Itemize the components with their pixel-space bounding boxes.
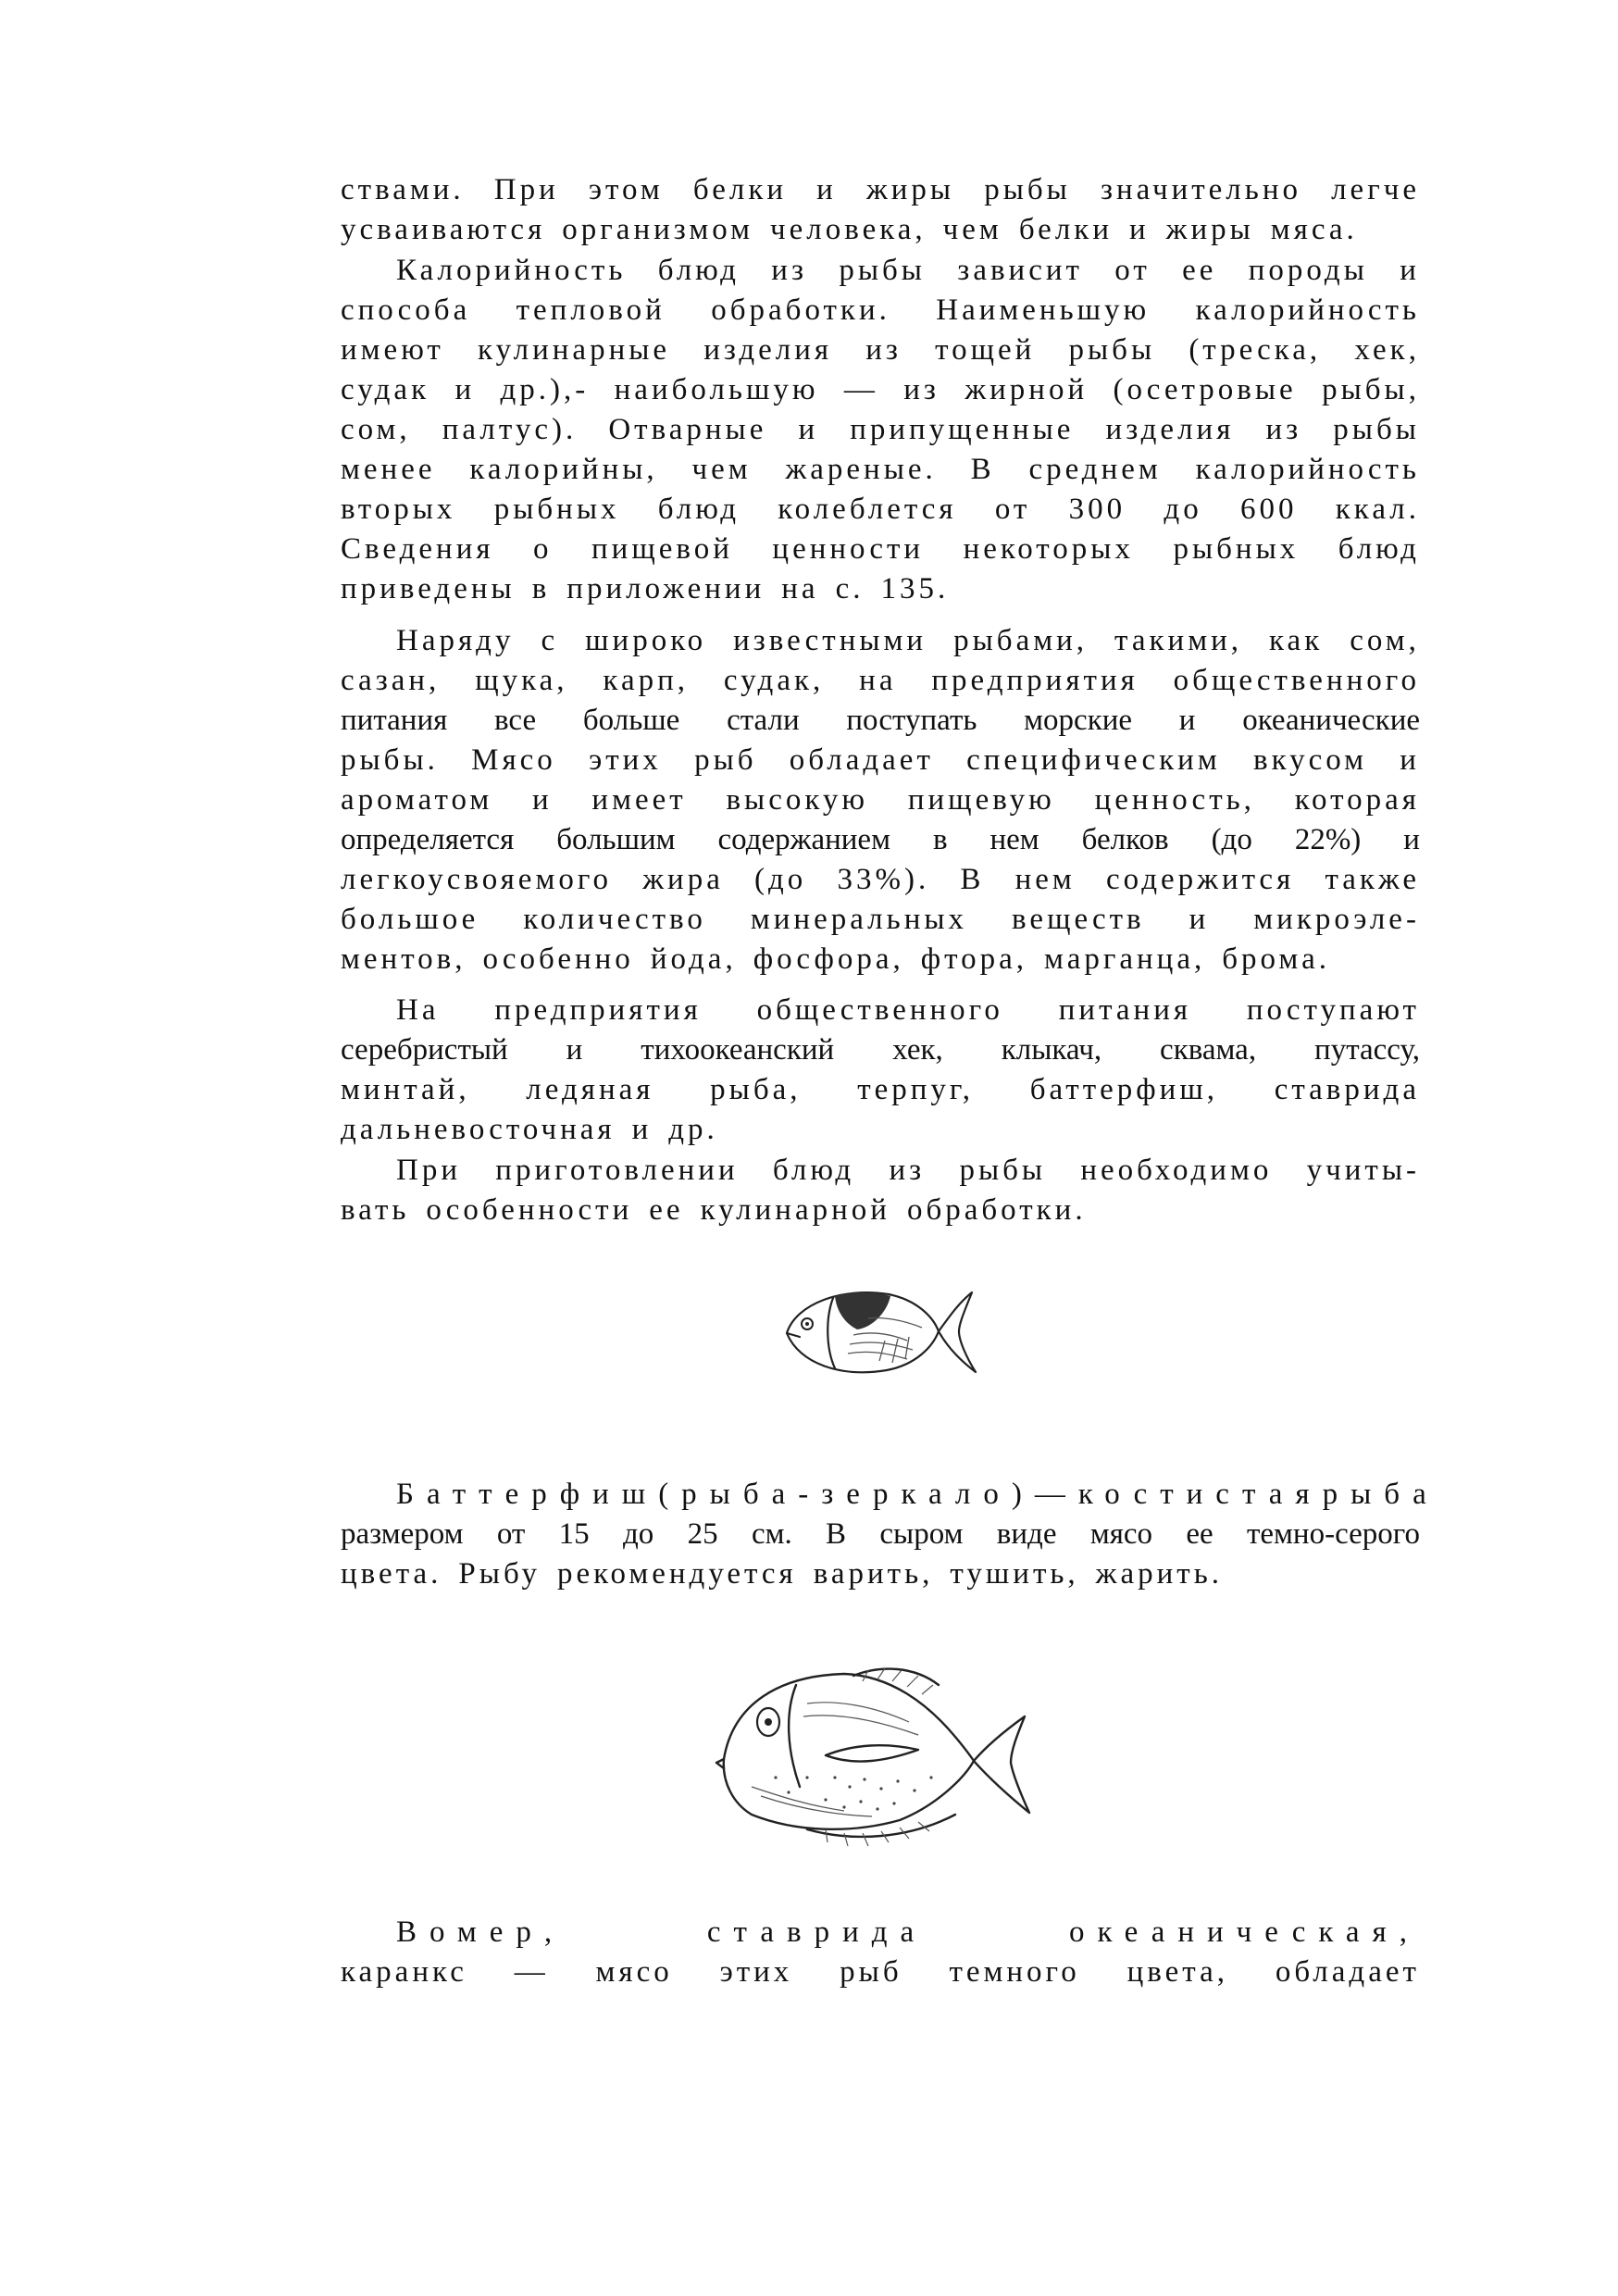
text-line [341,1475,1439,1515]
word: блюд [657,254,740,287]
word: белки [1018,213,1113,246]
word: рыба, [710,1073,802,1106]
word: рыбы [1068,333,1156,367]
word: Рыбу [458,1557,541,1591]
word: кулинарной [700,1193,890,1227]
word: жарить. [1095,1557,1224,1591]
word: палтус). [442,413,578,446]
word: судак, [723,664,825,697]
word: чем [691,453,752,486]
word: в [932,823,948,856]
word: особенно [482,942,634,976]
word: мясо [1089,1517,1153,1551]
text-line [341,860,1420,900]
word: с. [835,572,865,605]
word: морские [1024,704,1133,737]
word: карп, [603,664,690,697]
word: др. [668,1113,718,1146]
word: рыбы [959,1154,1047,1187]
word: специфическим [966,743,1221,777]
word: ставрида [1274,1073,1420,1106]
word: от [1114,254,1151,287]
text-line [341,621,1420,661]
word: количество [523,903,706,936]
word: большим [556,823,676,856]
word: (до [754,863,807,896]
word: пищевую [907,783,1055,817]
word: сазан, [341,664,441,697]
text-line [341,1953,1420,1992]
word: особенности [426,1193,633,1227]
word: 22%) [1294,823,1362,856]
vomer-gill [789,1685,800,1787]
word: которая [1294,783,1420,817]
paragraph-supplied-fish [341,991,1420,1150]
word: приготовлении [495,1154,739,1187]
word: (рыба-зеркало) [658,1478,1035,1511]
word: среднем [1028,453,1162,486]
word: и [1400,254,1420,287]
word: 600 [1239,493,1298,526]
word: ставрида [706,1915,927,1949]
word: поступать [846,704,977,737]
word: баттерфиш, [1029,1073,1218,1106]
word: и [1178,704,1196,737]
word: цвета. [341,1557,442,1591]
word: легкоусвояемого [341,863,613,896]
fish-dark-band [835,1292,890,1329]
word: терпуг, [857,1073,974,1106]
word: сом, [1350,624,1420,657]
word: чем [942,213,1002,246]
word: хек, [1354,333,1420,367]
word: рыбы [1333,413,1420,446]
word: цвета, [1126,1955,1229,1989]
word: до [1164,493,1202,526]
word: этих [589,743,662,777]
word: фтора, [920,942,1028,976]
word: и [454,373,476,406]
word: фосфора, [753,942,904,976]
word: др.),- [500,373,590,406]
word: йода, [650,942,737,976]
word: обладает [1275,1955,1420,1989]
word: клыкач, [1001,1033,1102,1067]
word: предприятия [931,664,1139,697]
word: ледяная [526,1073,654,1106]
text-line [341,410,1420,450]
text-line [341,251,1420,291]
word: брома. [1222,942,1330,976]
word: серебристый [341,1033,508,1067]
word: из [865,333,902,367]
word: ее [1186,1517,1214,1551]
word: ее [1182,254,1217,287]
word: минеральных [750,903,968,936]
word: от [994,493,1031,526]
text-line [341,1151,1420,1191]
word: рыб [840,1955,902,1989]
word: и [566,1033,583,1067]
word: 135. [880,572,950,605]
word: человека, [769,213,927,246]
word: жира [642,863,724,896]
word: большое [341,903,479,936]
text-line [341,661,1420,701]
word: (до [1211,823,1252,856]
word: высокую [726,783,869,817]
word: белки [692,173,788,206]
word: из [903,373,940,406]
word: и [1128,213,1150,246]
word: 300 [1068,493,1126,526]
text-line [341,170,1420,210]
text-line [341,1110,1420,1150]
word: мяса. [1270,213,1358,246]
word: значительно [1100,173,1301,206]
text-line [341,1030,1420,1070]
word: дальневосточная [341,1113,616,1146]
word: общественного [1173,664,1420,697]
word: Наименьшую [936,293,1151,327]
paragraph-cooking [341,1151,1420,1230]
word: калорийны, [469,453,658,486]
word: нем [989,823,1039,856]
text-line [341,331,1420,370]
word: из [1265,413,1302,446]
text-line [341,780,1420,820]
word: щука, [475,664,568,697]
word: веществ [1012,903,1145,936]
word: Калорийность [396,254,627,287]
word: колеблется [778,493,957,526]
word: рыбы [839,254,926,287]
word: как [1269,624,1324,657]
word: блюд [657,493,740,526]
word: калорийность [1195,453,1420,486]
text-line [341,940,1420,980]
word: содержится [1106,863,1295,896]
word: вкусом [1252,743,1368,777]
word: темного [949,1955,1080,1989]
word: и [1189,903,1210,936]
word: общественного [756,993,1003,1027]
vomer-body [724,1674,974,1829]
word: до [622,1517,654,1551]
word: припущенные [850,413,1075,446]
word: Баттерфиш [396,1478,659,1511]
word: Отварные [608,413,767,446]
word: При [396,1154,461,1187]
word: мясо [595,1955,673,1989]
word: сом, [341,413,411,446]
word: жиры [865,173,955,206]
word: известными [733,624,927,657]
word: 15 [558,1517,590,1551]
word: В [970,453,995,486]
word: Вомер, [396,1915,566,1949]
word: рекомендуется [556,1557,797,1591]
word: также [1325,863,1420,896]
vomer-illustration [696,1648,1066,1861]
word: и [798,413,819,446]
word: хек, [892,1033,943,1067]
text-line [341,530,1420,569]
word: ствами. [341,173,465,206]
vomer-pectoral-fin [826,1745,918,1761]
word: виде [996,1517,1057,1551]
word: поступают [1246,993,1420,1027]
word: предприятия [494,993,702,1027]
word: океаническая, [1068,1915,1420,1949]
word: рыба [1322,1478,1439,1511]
text-line [341,1913,1420,1953]
word: В [960,863,985,896]
word: такими, [1114,624,1242,657]
word: блюд [772,1154,855,1187]
word: менее [341,453,436,486]
text-line [341,701,1420,741]
word: способа [341,293,471,327]
word: пищевой [591,532,733,566]
word: ментов, [341,942,467,976]
vomer-tail [974,1716,1029,1813]
word: белков [1081,823,1169,856]
word: вать [341,1193,410,1227]
paragraph-ocean-fish [341,621,1420,980]
word: зависит [957,254,1083,287]
text-line [341,991,1420,1030]
word: из [889,1154,926,1187]
word: некоторых [963,532,1134,566]
text-line [341,741,1420,780]
word: Наряду [396,624,515,657]
text-line [341,1515,1420,1554]
paragraph-calories [341,251,1420,609]
word: приведены [341,572,516,605]
word: (треска, [1189,333,1322,367]
word: вторых [341,493,456,526]
word: рыб [694,743,757,777]
word: больше [582,704,680,737]
paragraph-butterfish [341,1475,1439,1594]
word: и [1403,823,1420,856]
text-line [341,900,1420,940]
word: определяется [341,823,515,856]
word: судак [341,373,430,406]
word: и [631,1113,653,1146]
word: изделия [1105,413,1235,446]
word: на [859,664,897,697]
word: от [496,1517,526,1551]
word: этих [719,1955,793,1989]
word: океанические [1242,704,1420,737]
word: см. [751,1517,792,1551]
word: кулинарные [478,333,671,367]
word: нем [1014,863,1076,896]
word: На [396,993,440,1027]
word: рыбных [1173,532,1300,566]
text-line [341,820,1420,860]
word: ценности [772,532,925,566]
paragraph-intro [341,170,1420,250]
word: наибольшую [614,373,819,406]
text-line [341,569,1420,609]
word: Сведения [341,532,494,566]
word: ароматом [341,783,493,817]
word: — [843,373,878,406]
word: из [771,254,807,287]
word: тощей [935,333,1036,367]
word: обладает [789,743,934,777]
word: питания [341,704,448,737]
fish-gill [828,1298,835,1368]
word: каранкс [341,1955,467,1989]
word: марганца, [1044,942,1206,976]
text-line [341,210,1420,250]
word: приложении [566,572,765,605]
word: рыбных [493,493,620,526]
text-line [341,1554,1420,1594]
text-line [341,370,1420,410]
word: необходимо [1080,1154,1273,1187]
word: содержанием [717,823,890,856]
word: 33%). [837,863,930,896]
word: в [531,572,551,605]
word: о [533,532,553,566]
word: питания [1058,993,1192,1027]
word: темно-серого [1246,1517,1420,1551]
word: на [781,572,819,605]
fish-tail [939,1292,976,1372]
word: и [816,173,837,206]
word: имеет [591,783,687,817]
word: ее [649,1193,684,1227]
word: микроэле- [1253,903,1420,936]
word: имеют [341,333,444,367]
text-line [341,490,1420,530]
word: 25 [687,1517,718,1551]
word: блюд [1338,532,1420,566]
word: минтай, [341,1073,470,1106]
text-line [341,291,1420,331]
butterfish-illustration [768,1276,981,1387]
word: рыбы [984,173,1071,206]
word: широко [585,624,707,657]
word: путассу, [1314,1033,1420,1067]
word: — [514,1955,549,1989]
word: (осетровые [1113,373,1297,406]
paragraph-vomer [341,1913,1420,1992]
word: и [531,783,553,817]
word: костистая [1077,1478,1323,1511]
word: ценность, [1094,783,1255,817]
word: калорийность [1195,293,1420,327]
word: и [1400,743,1420,777]
word: При [493,173,559,206]
text-line [341,1070,1420,1110]
word: Мясо [471,743,556,777]
word: тепловой [516,293,666,327]
word: породы [1248,254,1368,287]
word: тихоокеанский [641,1033,835,1067]
text-line [341,450,1420,490]
word: легче [1331,173,1420,206]
word: организмом [562,213,753,246]
word: рыбы. [341,743,439,777]
word: все [494,704,537,737]
word: жиры [1165,213,1254,246]
word: варить, [813,1557,934,1591]
word: изделия [703,333,833,367]
word: жареные. [785,453,937,486]
word: рыбами, [953,624,1089,657]
word: учиты- [1306,1154,1420,1187]
word: жирной [965,373,1089,406]
word: ккал. [1335,493,1420,526]
word: сквама, [1160,1033,1257,1067]
word: — [1034,1478,1078,1511]
word: тушить, [950,1557,1079,1591]
word: размером [341,1517,464,1551]
word: обработки. [906,1193,1087,1227]
word: обработки. [711,293,890,327]
word: сыром [879,1517,964,1551]
word: этом [588,173,664,206]
word: рыбы, [1322,373,1420,406]
word: с [541,624,559,657]
word: усваиваются [341,213,546,246]
word: стали [727,704,800,737]
word: В [826,1517,847,1551]
text-line [341,1191,1420,1230]
